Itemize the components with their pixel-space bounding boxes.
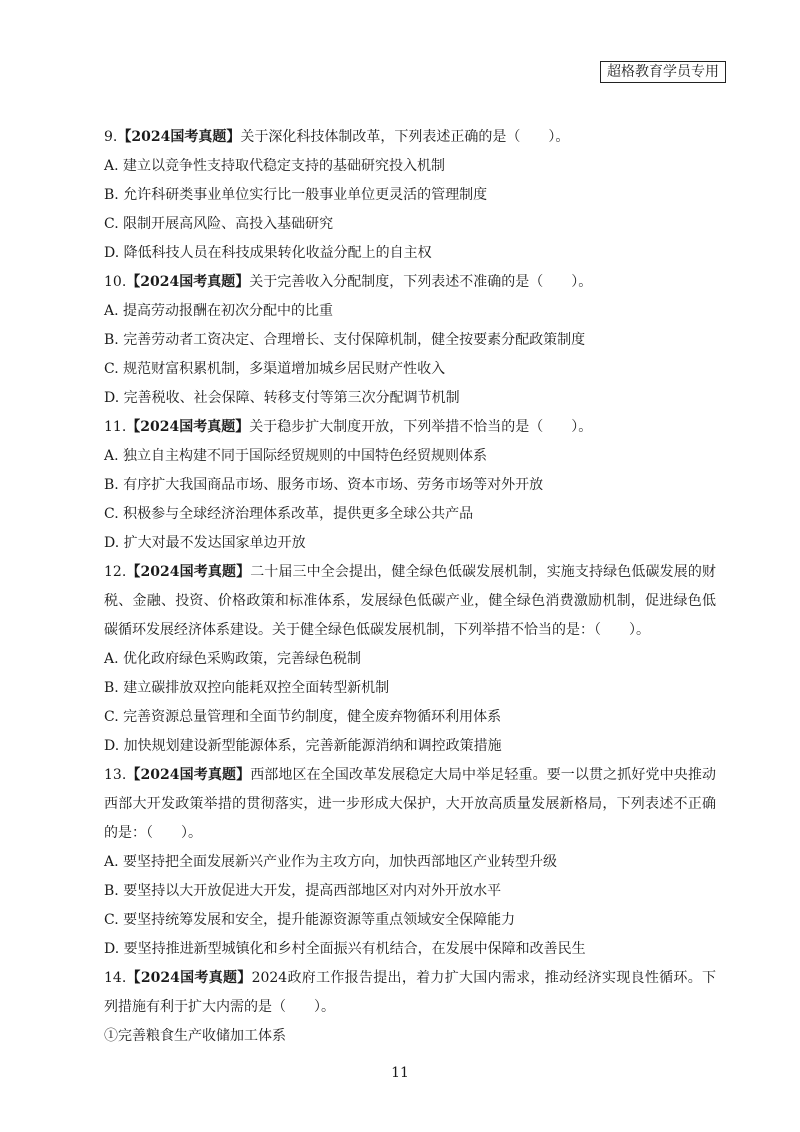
question-text: 关于深化科技体制改革，下列表述正确的是（ ）。: [240, 129, 570, 145]
header-label: 超格教育学员专用: [600, 61, 726, 83]
option-a: A. 提高劳动报酬在初次分配中的比重: [104, 303, 334, 319]
option-b: B. 要坚持以大开放促进大开发，提高西部地区对内对外开放水平: [104, 883, 502, 899]
question-number: 14.: [104, 970, 127, 986]
question-10: [104, 268, 716, 413]
question-stem: [104, 268, 716, 297]
question-tag: 【2024国考真题】: [117, 129, 241, 145]
option-a: A. 独立自主构建不同于国际经贸规则的中国特色经贸规则体系: [104, 448, 488, 464]
question-stem: [104, 413, 716, 442]
question-11: [104, 413, 716, 558]
question-text: 西部地区在全国改革发展稳定大局中举足轻重。要一以贯之抓好党中央推动西部大开发政策举措的贯彻落实，进一步形成大保护，大开放高质量发展新格局，下列表述不正确的是：（ ）。: [104, 767, 716, 841]
question-12: [104, 558, 716, 761]
question-tag: 【2024国考真题】: [126, 274, 250, 290]
option-c: C. 积极参与全球经济治理体系改革，提供更多全球公共产品: [104, 506, 474, 522]
question-text: 关于完善收入分配制度，下列表述不准确的是（ ）。: [249, 274, 593, 290]
question-14: [104, 964, 716, 1051]
option-d: D. 完善税收、社会保障、转移支付等第三次分配调节机制: [104, 390, 460, 406]
option-c: C. 规范财富积累机制，多渠道增加城乡居民财产性收入: [104, 361, 446, 377]
question-number: 13.: [104, 767, 127, 783]
option-b: B. 建立碳排放双控向能耗双控全面转型新机制: [104, 680, 390, 696]
question-tag: 【2024国考真题】: [126, 970, 252, 986]
question-number: 9.: [104, 129, 118, 145]
question-13: [104, 761, 716, 964]
page-number: 11: [391, 1065, 409, 1081]
question-number: 11.: [104, 419, 127, 435]
question-stem: [104, 558, 716, 645]
option-d: D. 降低科技人员在科技成果转化收益分配上的自主权: [104, 245, 432, 261]
question-number: 12.: [104, 564, 127, 580]
question-stem: [104, 964, 716, 1022]
question-number: 10.: [104, 274, 127, 290]
option-b: B. 允许科研类事业单位实行比一般事业单位更灵活的管理制度: [104, 187, 488, 203]
question-tag: 【2024国考真题】: [126, 564, 251, 580]
question-tag: 【2024国考真题】: [126, 419, 250, 435]
option-a: A. 建立以竞争性支持取代稳定支持的基础研究投入机制: [104, 158, 446, 174]
question-list: [104, 123, 716, 1051]
option-b: B. 完善劳动者工资决定、合理增长、支付保障机制，健全按要素分配政策制度: [104, 332, 586, 348]
question-text: 2024政府工作报告提出，着力扩大国内需求，推动经济实现良性循环。下列措施有利于扩大内需的是（ ）。: [104, 970, 716, 1015]
option-d: D. 加快规划建设新型能源体系，完善新能源消纳和调控政策措施: [104, 738, 502, 754]
option-c: C. 限制开展高风险、高投入基础研究: [104, 216, 334, 232]
option-c: C. 要坚持统筹发展和安全，提升能源资源等重点领域安全保障能力: [104, 912, 516, 928]
option-1: ①完善粮食生产收储加工体系: [104, 1028, 286, 1044]
option-d: D. 要坚持推进新型城镇化和乡村全面振兴有机结合，在发展中保障和改善民生: [104, 941, 586, 957]
question-9: [104, 123, 716, 268]
question-stem: [104, 123, 716, 152]
question-text: 关于稳步扩大制度开放，下列举措不恰当的是（ ）。: [249, 419, 593, 435]
option-d: D. 扩大对最不发达国家单边开放: [104, 535, 306, 551]
question-text: 二十届三中全会提出，健全绿色低碳发展机制，实施支持绿色低碳发展的财税、金融、投资、价格政策和标准体系，发展绿色低碳产业，健全绿色消费激励机制，促进绿色低碳循环发展经济体系建设。关于健全绿色低碳发展机制，下列举措不恰当的是：（ ）。: [104, 564, 716, 638]
question-stem: [104, 761, 716, 848]
option-a: A. 优化政府绿色采购政策，完善绿色税制: [104, 651, 362, 667]
option-a: A. 要坚持把全面发展新兴产业作为主攻方向，加快西部地区产业转型升级: [104, 854, 558, 870]
option-c: C. 完善资源总量管理和全面节约制度，健全废弃物循环利用体系: [104, 709, 502, 725]
option-b: B. 有序扩大我国商品市场、服务市场、资本市场、劳务市场等对外开放: [104, 477, 544, 493]
question-tag: 【2024国考真题】: [126, 767, 251, 783]
